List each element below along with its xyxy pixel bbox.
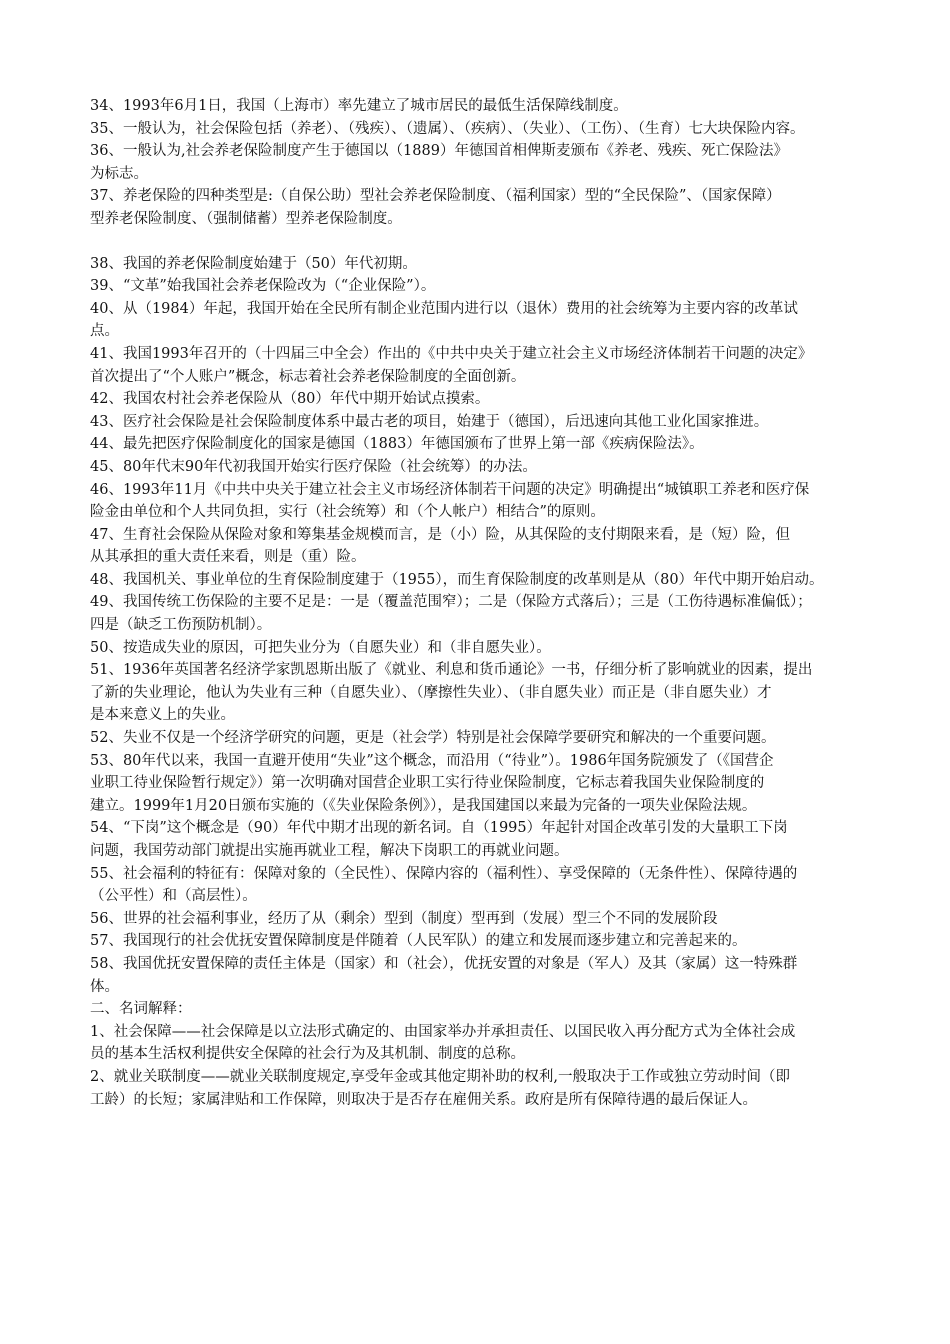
text-line: 员的基本生活权利提供安全保障的社会行为及其机制、制度的总称。 (90, 1046, 525, 1063)
text-line: 34、1993年6月1日，我国（上海市）率先建立了城市居民的最低生活保障线制度。 (90, 98, 628, 114)
text-line: 建立。1999年1月20日颁布实施的（《失业保险条例》），是我国建国以来最为完备的一项失业保险法规。 (90, 797, 757, 814)
text-line: 57、我国现行的社会优抚安置保障制度是伴随着（人民军队）的建立和发展而逐步建立和完善起来的。 (90, 933, 747, 950)
text-line: 53、80年代以来，我国一直避开使用“失业”这个概念，而沿用（“待业”）。1986年国务院颁发了（《国营企 (90, 752, 774, 769)
text-line: 58、我国优抚安置保障的责任主体是（国家）和（社会），优抚安置的对象是（军人）及其（家属）这一特殊群 (90, 955, 798, 972)
text-line: 2、就业关联制度——就业关联制度规定,享受年金或其他定期补助的权利,一般取决于工作或独立劳动时间（即 (90, 1068, 790, 1085)
text-line: 54、“下岗”这个概念是（90）年代中期才出现的新名词。自（1995）年起针对国企改革引发的大量职工下岗 (90, 820, 788, 837)
text-line: 首次提出了“个人账户”概念，标志着社会养老保险制度的全面创新。 (90, 368, 526, 385)
text-line: 45、80年代末90年代初我国开始实行医疗保险（社会统筹）的办法。 (90, 458, 537, 475)
text-line: 问题，我国劳动部门就提出实施再就业工程，解决下岗职工的再就业问题。 (90, 843, 569, 859)
text-line: 41、我国1993年召开的（十四届三中全会）作出的《中共中央关于建立社会主义市场经济体制若干问题的决定》 (90, 345, 813, 362)
text-line: 了新的失业理论，他认为失业有三种（自愿失业）、（摩擦性失业）、（非自愿失业）而正是（非自愿失业）才 (90, 684, 772, 701)
text-line: 为标志。 (90, 165, 148, 182)
text-line: 40、从（1984）年起，我国开始在全民所有制企业范围内进行以（退休）费用的社会统筹为主要内容的改革试 (90, 300, 798, 317)
section-gap (90, 231, 914, 253)
text-line: 1、社会保障——社会保障是以立法形式确定的、由国家举办并承担责任、以国民收入再分配方式为全体社会成 (90, 1023, 796, 1040)
text-line: 49、我国传统工伤保险的主要不足是：一是（覆盖范围窄）；二是（保险方式落后）；三是（工伤待遇标准偏低）； (90, 594, 812, 611)
text-line: 47、生育社会保险从保险对象和筹集基金规模而言，是（小）险，从其保险的支付期限来看，是（短）险，但 (90, 526, 790, 543)
text-line: 从其承担的重大责任来看，则是（重）险。 (90, 549, 366, 566)
text-line: 56、世界的社会福利事业，经历了从（剩余）型到（制度）型再到（发展）型三个不同的发展阶段 (90, 910, 718, 927)
text-line: 37、养老保险的四种类型是:（自保公助）型社会养老保险制度、（福利国家）型的“全民保险”、（国家保障） (90, 188, 781, 205)
text-line: 体。 (90, 978, 119, 995)
text-line: 48、我国机关、事业单位的生育保险制度建于（1955），而生育保险制度的改革则是从（80）年代中期开始启动。 (90, 571, 824, 588)
text-line: 四是（缺乏工伤预防机制）。 (90, 617, 272, 634)
text-line: 55、社会福利的特征有：保障对象的（全民性）、保障内容的（福利性）、享受保障的（无条件性）、保障待遇的 (90, 865, 798, 882)
text-line: （公平性）和（高层性）。 (90, 888, 257, 905)
text-line: 是本来意义上的失业。 (90, 707, 235, 724)
text-line: 42、我国农村社会养老保险从（80）年代中期开始试点摸索。 (90, 391, 490, 408)
text-line: 业职工待业保险暂行规定》）第一次明确对国营企业职工实行待业保险制度，它标志着我国失业保险制度的 (90, 775, 765, 792)
document-body (90, 95, 914, 1111)
text-line: 38、我国的养老保险制度始建于（50）年代初期。 (90, 255, 417, 272)
text-line: 50、按造成失业的原因，可把失业分为（自愿失业）和（非自愿失业）。 (90, 639, 551, 656)
text-line: 43、医疗社会保险是社会保险制度体系中最古老的项目，始建于（德国），后迅速向其他工业化国家推进。 (90, 413, 769, 430)
text-line: 52、失业不仅是一个经济学研究的问题，更是（社会学）特别是社会保障学要研究和解决的一个重要问题。 (90, 730, 776, 747)
text-line: 二、名词解释： (90, 1001, 192, 1018)
text-line: 型养老保险制度、（强制储蓄）型养老保险制度。 (90, 210, 402, 227)
text-line: 险金由单位和个人共同负担，实行（社会统筹）和（个人帐户）相结合”的原则。 (90, 504, 605, 521)
text-line: 51、1936年英国著名经济学家凯恩斯出版了《就业、利息和货币通论》一书，仔细分析了影响就业的因素，提出 (90, 662, 813, 679)
text-line: 点。 (90, 323, 119, 340)
text-line: 35、一般认为，社会保险包括（养老）、（残疾）、（遗属）、（疾病）、（失业）、（工伤）、（生育）七大块保险内容。 (90, 120, 805, 137)
text-line: 工龄）的长短；家属津贴和工作保障，则取决于是否存在雇佣关系。政府是所有保障待遇的最后保证人。 (90, 1091, 757, 1108)
text-line: 44、最先把医疗保险制度化的国家是德国（1883）年德国颁布了世界上第一部《疾病保险法》。 (90, 436, 704, 453)
text-line: 39、“文革”始我国社会养老保险改为（“企业保险”）。 (90, 278, 436, 295)
text-line: 36、一般认为,社会养老保险制度产生于德国以（1889）年德国首相俾斯麦颁布《养老、残疾、死亡保险法》 (90, 143, 788, 160)
text-line: 46、1993年11月《中共中央关于建立社会主义市场经济体制若干问题的决定》明确提出“城镇职工养老和医疗保 (90, 481, 810, 498)
